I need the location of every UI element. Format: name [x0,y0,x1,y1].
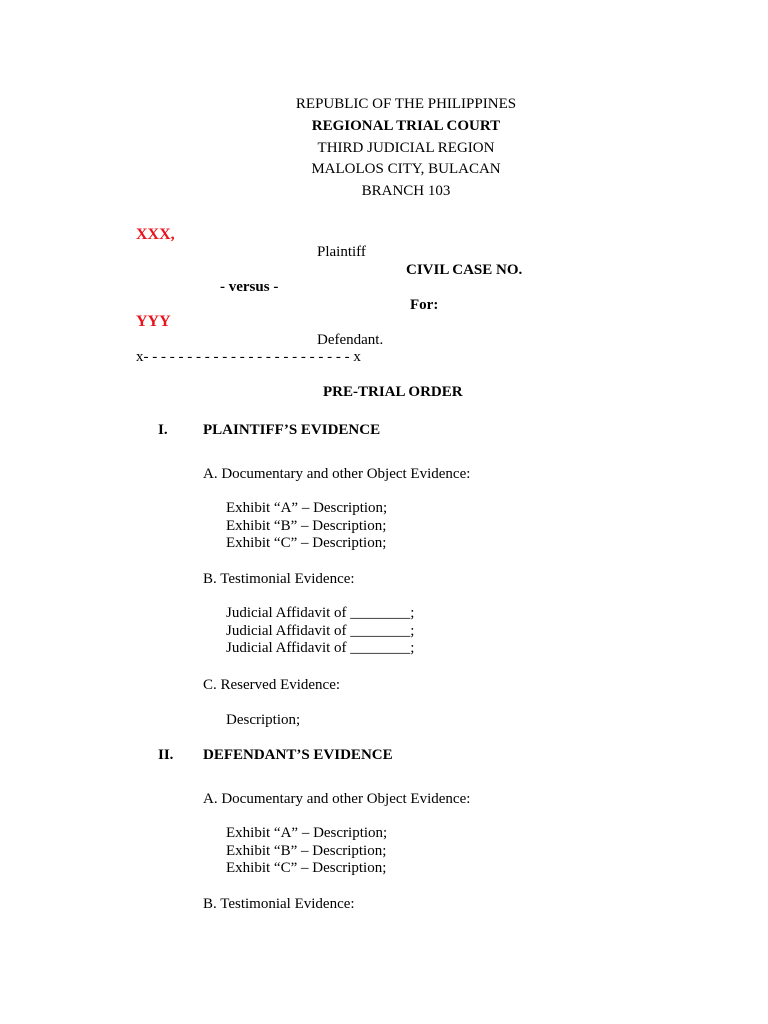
header-city: MALOLOS CITY, BULACAN [311,161,501,177]
section-2-heading: DEFENDANT’S EVIDENCE [203,747,393,763]
section-1-sub-b-label: B. Testimonial Evidence: [203,571,355,587]
plaintiff-label: Plaintiff [317,244,366,260]
defendant-name: YYY [136,313,171,330]
for-label: For: [410,297,439,313]
header-branch: BRANCH 103 [361,183,451,199]
section-2-exhibit-a: Exhibit “A” – Description; [226,825,388,841]
section-2-sub-b-label: B. Testimonial Evidence: [203,896,355,912]
header-region: THIRD JUDICIAL REGION [317,140,495,156]
section-1-sub-a-label: A. Documentary and other Object Evidence: [203,466,471,482]
section-1-affidavit-2: Judicial Affidavit of ________; [226,622,415,639]
header-court: REGIONAL TRIAL COURT [311,118,501,134]
section-2-exhibit-c: Exhibit “C” – Description; [226,860,387,877]
section-2-exhibit-list [226,825,387,878]
plaintiff-name: XXX, [136,226,175,243]
section-1-exhibit-list [226,500,387,553]
document-title: PRE-TRIAL ORDER [323,384,463,400]
caption-separator: x- - - - - - - - - - - - - - - - - - - - - - - - x [136,349,361,365]
civil-case-no: CIVIL CASE NO. [406,262,523,278]
section-1-exhibit-c: Exhibit “C” – Description; [226,535,387,552]
section-2-exhibit-b: Exhibit “B” – Description; [226,842,387,859]
section-2-sub-a-label: A. Documentary and other Object Evidence: [203,791,471,807]
versus-label: - versus - [220,279,279,295]
section-2-numeral: II. [158,747,174,763]
section-1-affidavit-1: Judicial Affidavit of ________; [226,605,415,621]
section-1-exhibit-a: Exhibit “A” – Description; [226,500,388,516]
section-1-sub-c-label: C. Reserved Evidence: [203,677,341,693]
section-1-numeral: I. [158,422,168,438]
section-1-affidavit-list [226,605,414,658]
section-1-exhibit-b: Exhibit “B” – Description; [226,517,387,534]
defendant-label: Defendant. [317,332,384,348]
section-1-reserved-description: Description; [226,712,301,728]
section-1-heading: PLAINTIFF’S EVIDENCE [203,422,381,438]
header-republic: REPUBLIC OF THE PHILIPPINES [295,96,517,112]
section-1-affidavit-3: Judicial Affidavit of ________; [226,640,415,657]
